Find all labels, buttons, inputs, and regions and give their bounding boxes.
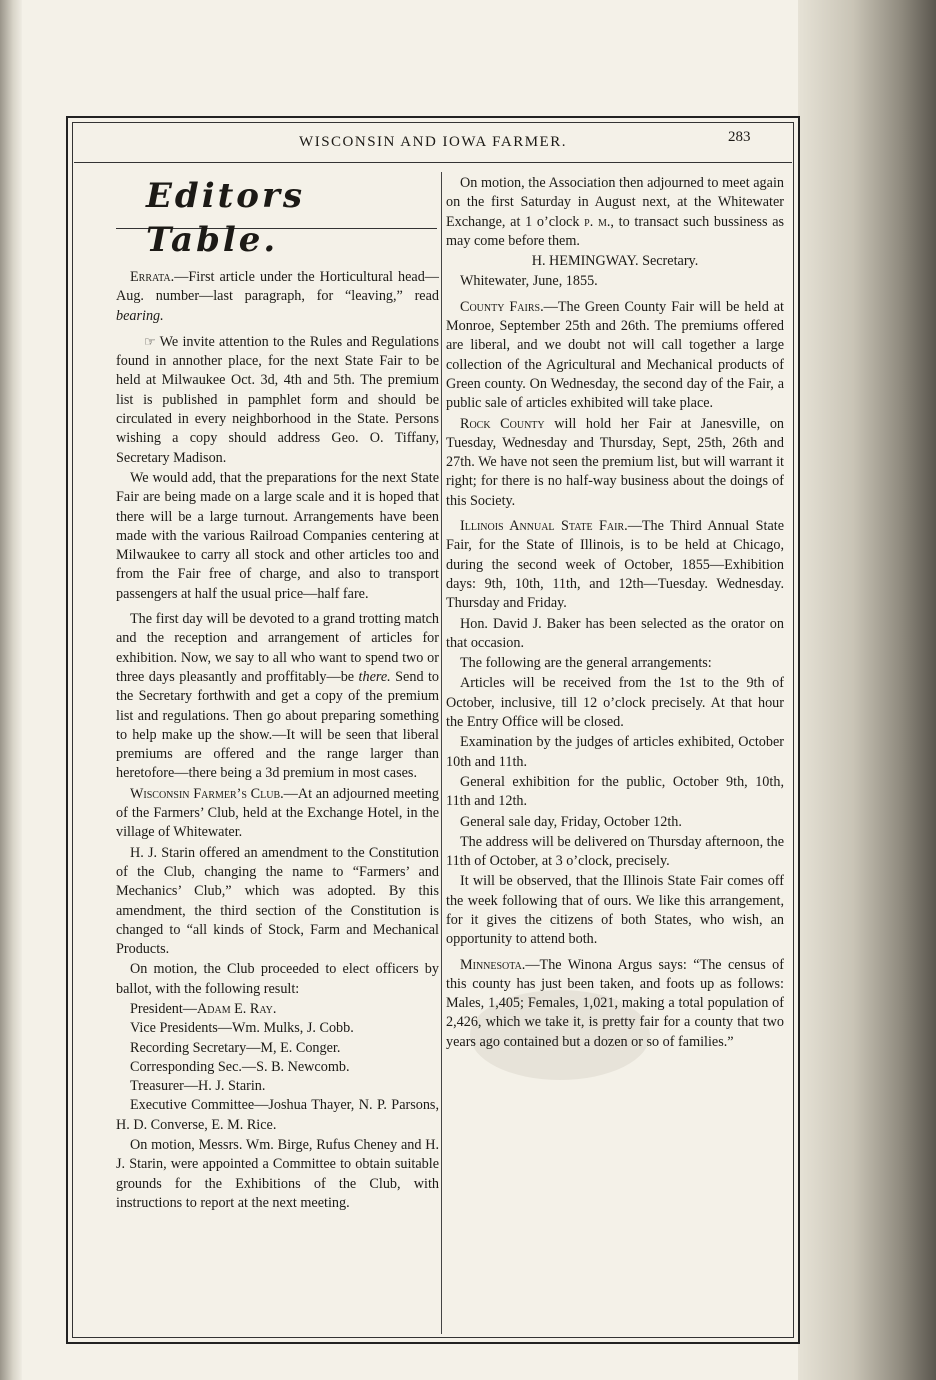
left-column	[116, 174, 439, 1214]
errata-paragraph: Errata.—First article under the Horticultural head—Aug. number—last paragraph, for “leaving,” read bearing.	[116, 269, 439, 324]
articles-paragraph: Articles will be received from the 1st to the 9th of October, inclusive, till 12 o’clock precisely. At that hour the Entry Office will be closed.	[446, 675, 784, 731]
dateline: Whitewater, June, 1855.	[460, 273, 598, 290]
arrangements-paragraph: The following are the general arrangements:	[460, 655, 712, 672]
observed-paragraph: It will be observed, that the Illinois State Fair comes off the week following that of ours. We like this arrangement, for it gives the citizens of both States, who wish, an opportunity to attend both.	[446, 873, 784, 948]
sale-day-paragraph: General sale day, Friday, October 12th.	[460, 813, 682, 830]
section-title: Editors Table.	[146, 176, 306, 260]
binding-gutter-left	[0, 0, 22, 1380]
officer-treasurer: Treasurer—H. J. Starin.	[130, 1078, 266, 1095]
examination-paragraph: Examination by the judges of articles exhibited, October 10th and 11th.	[446, 734, 784, 770]
club-paragraph: Wisconsin Farmer’s Club.—At an adjourned meeting of the Farmers’ Club, held at the Exchange Hotel, in the village of Whitewater.	[116, 785, 439, 841]
address-paragraph: The address will be delivered on Thursday afternoon, the 11th of October, at 3 o’clock, precisely.	[446, 833, 784, 870]
column-divider	[441, 172, 442, 1334]
officer-recording-secretary: Recording Secretary—M, E. Conger.	[130, 1039, 341, 1056]
railroad-paragraph: We would add, that the preparations for the next State Fair are being made on a large scale and it is hoped that there will be a large turnout. Arrangements have been made with the various Railroad Companies centering at Milwaukee to carry all stock and other articles too and from the Fair free of charge, and also to transport passengers at half the usual price—half fare.	[116, 469, 439, 602]
running-head: WISCONSIN AND IOWA FARMER.	[299, 134, 567, 150]
right-column	[446, 174, 784, 1053]
minnesota-paragraph: Minnesota.—The Winona Argus says: “The census of this county has just been taken, and foots up as follows: Males, 1,405; Females, 1,021, making a total population of 2,426, which we take it, is pretty fair for a county that two years ago contained but a dozen or so of families.”	[446, 956, 784, 1050]
pointing-hand-icon: ☞	[144, 333, 156, 349]
officer-corresponding-secretary: Corresponding Sec.—S. B. Newcomb.	[130, 1058, 350, 1075]
adjourn-paragraph: On motion, the Association then adjourned to meet again on the first Saturday in August next, at the Whitewater Exchange, at 1 o’clock p. m., to transact such bussiness as may come before them.	[446, 175, 785, 249]
secretary-signature: H. HEMINGWAY. Secretary.	[531, 253, 699, 270]
errata-lead: Errata.	[130, 269, 175, 285]
illinois-fair-paragraph: Illinois Annual State Fair.—The Third Annual State Fair, for the State of Illinois, is to be held at Chicago, during the second week of October, 1855—Exhibition days: 9th, 10th, 11th, and 12th—Tuesday. Wednesday. Thursday and Friday.	[446, 518, 784, 612]
county-fairs-paragraph: County Fairs.—The Green County Fair will be held at Monroe, September 25th and 26th. The premiums offered are liberal, and we doubt not will call together a large collection of the Agricultural and Mechanical products of Green county. On Wednesday, the second day of the Fair, a public sale of articles exhibited will take place.	[446, 298, 784, 412]
header-rule	[74, 162, 792, 163]
officer-vice-presidents: Vice Presidents—Wm. Mulks, J. Cobb.	[130, 1020, 354, 1037]
officer-president: President—Adam E. Ray.	[130, 1000, 277, 1017]
election-paragraph: On motion, the Club proceeded to elect officers by ballot, with the following result:	[116, 961, 439, 997]
page-number: 283	[728, 129, 751, 145]
first-day-paragraph: The first day will be devoted to a grand trotting match and the reception and arrangement of articles for exhibition. Now, we say to all who want to spend two or three days pleasantly and proffitably—be there. Send to the Secretary forthwith and get a copy of the premium list and regulations. Then go about preparing something to help make up the show.—It will be seen that liberal premiums are offered and the range larger than heretofore—there being a 3d premium in most cases.	[116, 611, 440, 782]
grounds-committee-paragraph: On motion, Messrs. Wm. Birge, Rufus Cheney and H. J. Starin, were appointed a Committee to obtain suitable grounds for the Exhibitions of the Club, with instructions to report at the next meeting.	[116, 1137, 439, 1211]
officer-executive-committee: Executive Committee—Joshua Thayer, N. P. Parsons, H. D. Converse, E. M. Rice.	[116, 1097, 439, 1133]
invite-paragraph: ☞ We invite attention to the Rules and Regulations found in annother place, for the next State Fair to be held at Milwaukee Oct. 3d, 4th and 5th. The premium list is published in pamphlet form and should be circulated in every neighborhood in the State. Persons wishing a copy should address Geo. O. Tiffany, Secretary Madison.	[116, 333, 439, 466]
page-edge-right	[798, 0, 936, 1380]
general-exhibition-paragraph: General exhibition for the public, October 9th, 10th, 11th and 12th.	[446, 773, 784, 810]
orator-paragraph: Hon. David J. Baker has been selected as the orator on that occasion.	[446, 615, 784, 651]
rock-county-paragraph: Rock County will hold her Fair at Janesville, on Tuesday, Wednesday and Thursday, Sept, 25th, 26th and 27th. We have not seen the premium list, but will warrant it right; for there is no half-way business about the doings of this Society.	[446, 415, 785, 509]
amendment-paragraph: H. J. Starin offered an amendment to the Constitution of the Club, changing the name to “Farmers’ and Mechanics’ Club,” which was adopted. By this amendment, the third section of the Constitution is changed to “all kinds of Stock, Farm and Mechanical Products.	[116, 844, 439, 958]
